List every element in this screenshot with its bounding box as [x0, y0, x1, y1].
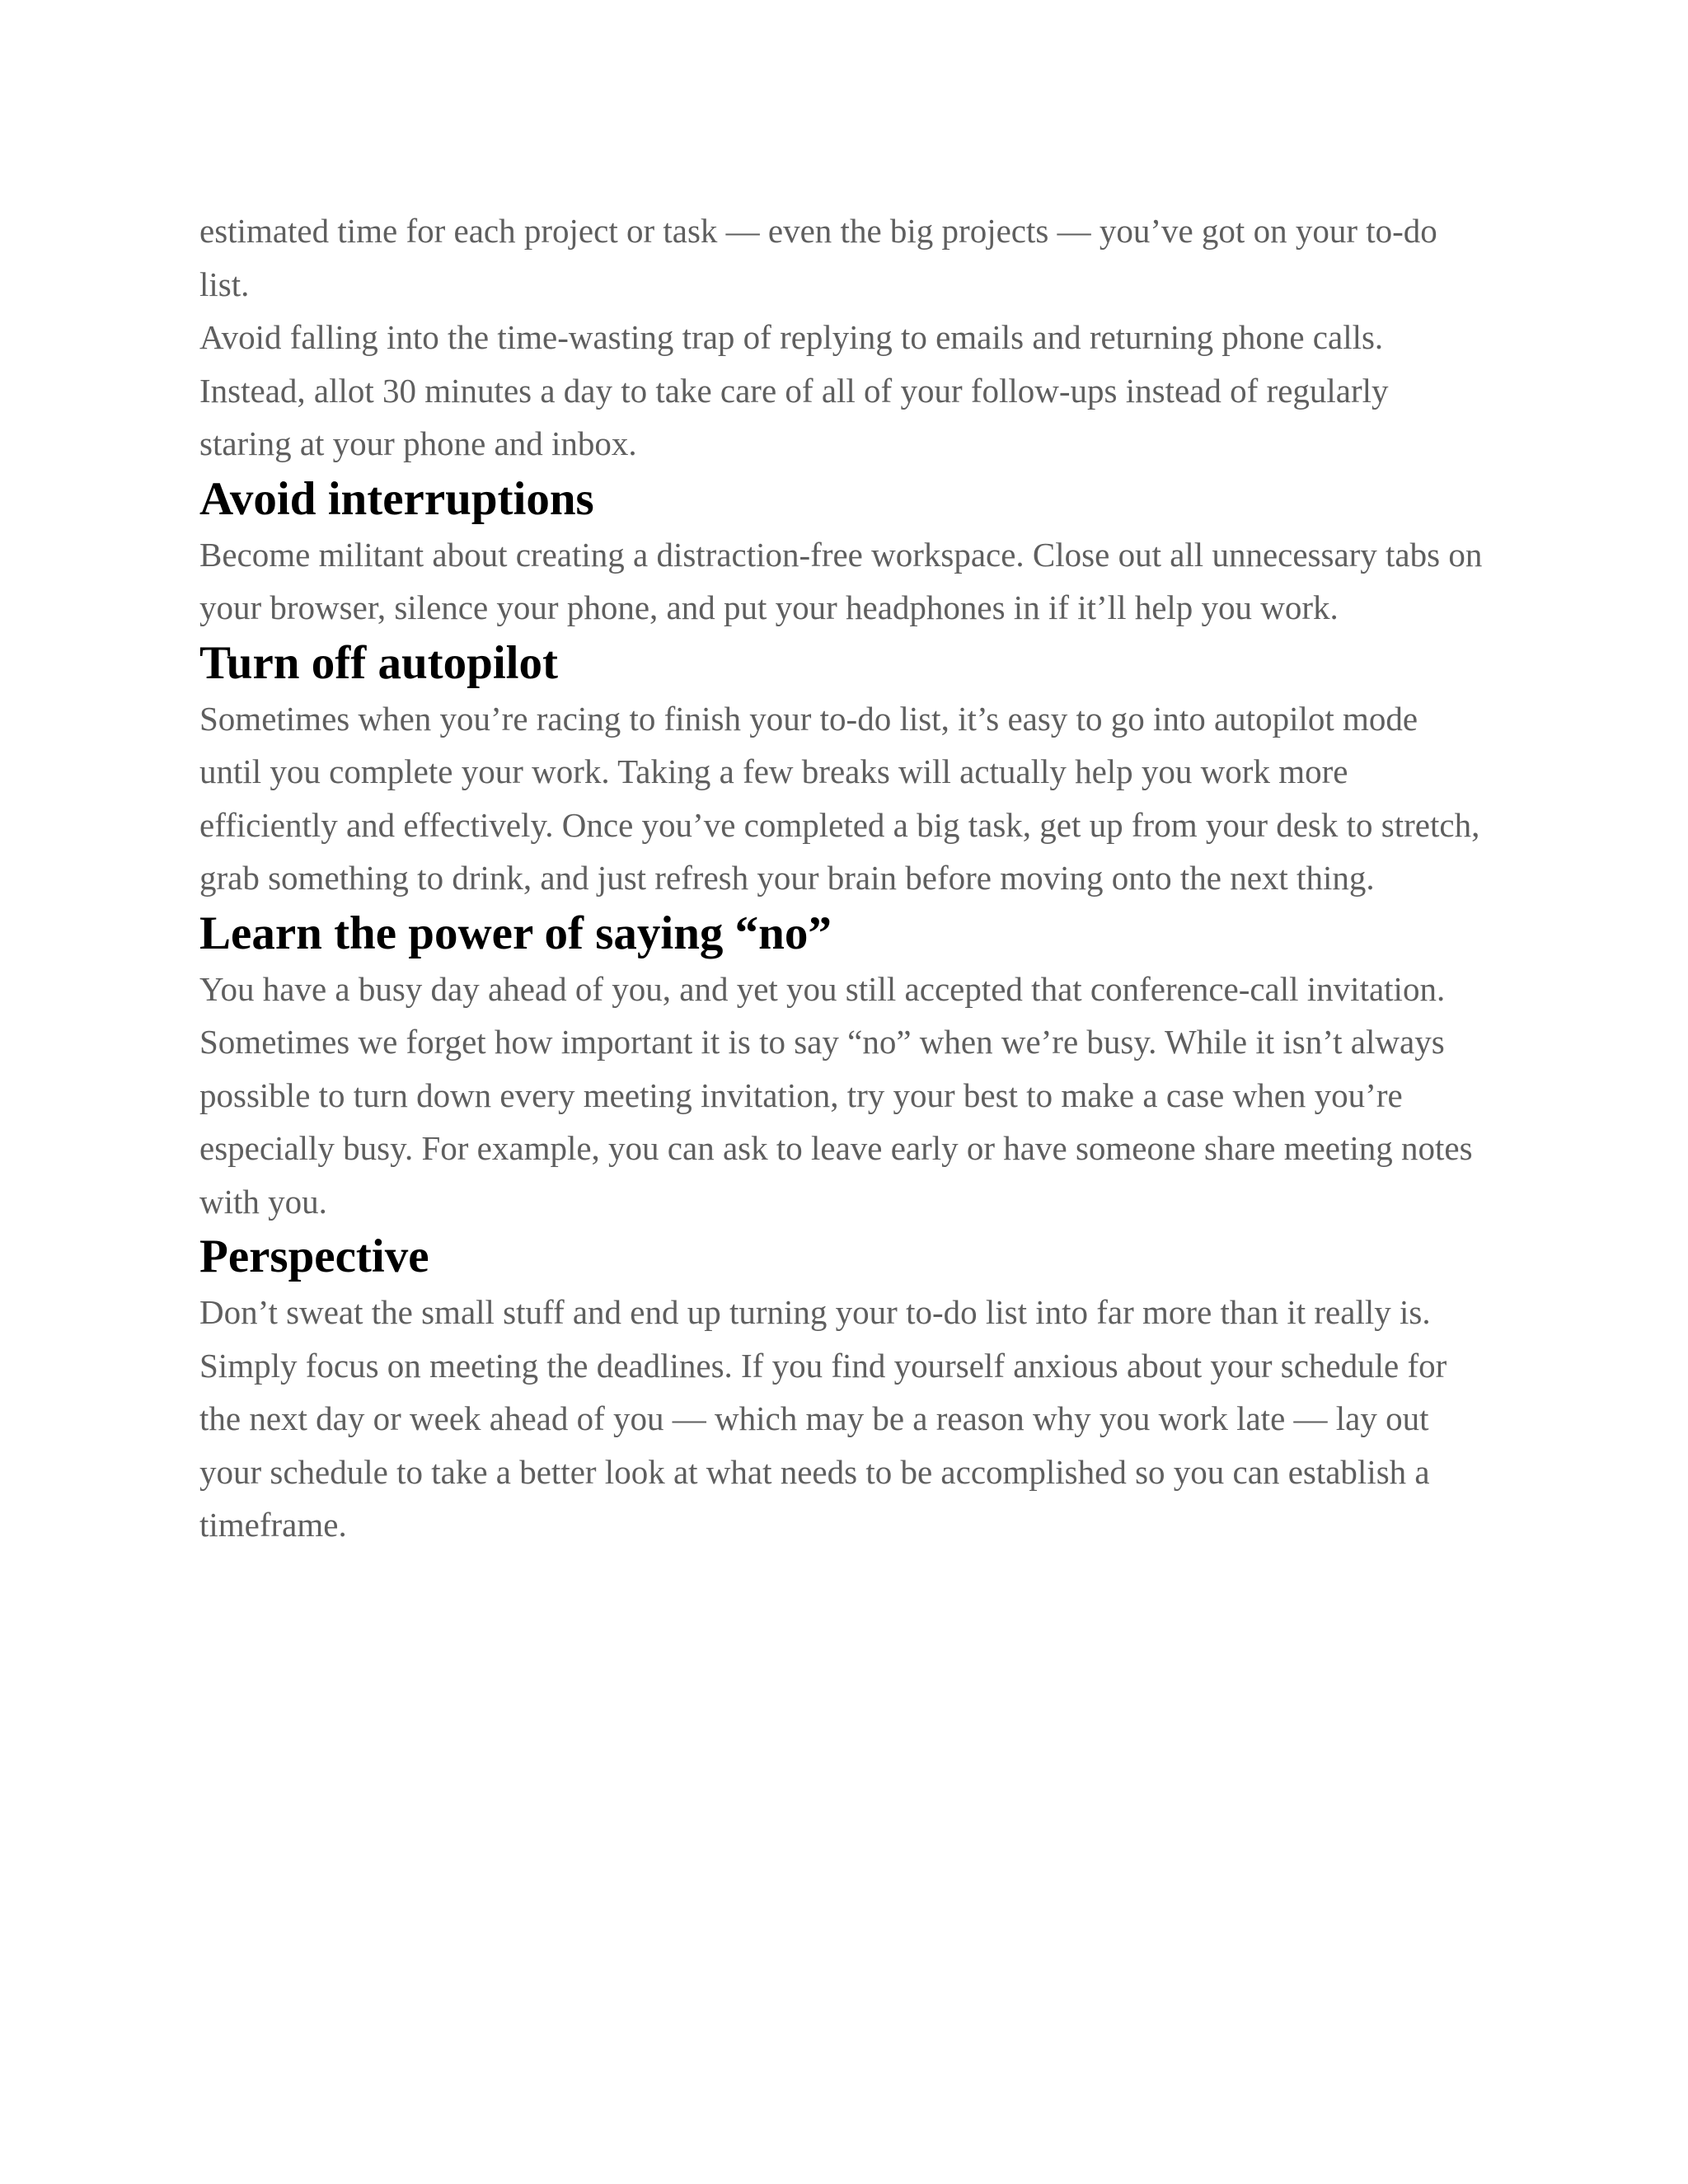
intro-paragraph: estimated time for each project or task — even the big projects — you’ve got on your to-do list. — [199, 212, 1437, 303]
section-heading: Avoid interruptions — [199, 472, 594, 525]
section-heading: Turn off autopilot — [199, 636, 558, 689]
section-body: You have a busy day ahead of you, and yet you still accepted that conference-call invitation. Sometimes we forget how important it is to say “no” when we’re busy. While it isn’t always possible to turn down every meeting invitation, try your best to make a case when you’re especially busy. For example, you can ask to leave early or have someone share meeting notes with you. — [199, 969, 1473, 1221]
intro-paragraph: Avoid falling into the time-wasting trap of replying to emails and returning phone calls. Instead, allot 30 minutes a day to take care of all of your follow-ups instead of regularly staring at your phone and inbox. — [199, 318, 1389, 462]
document-content — [199, 204, 1485, 1552]
section-heading: Learn the power of saying “no” — [199, 907, 832, 959]
section-body: Sometimes when you’re racing to finish your to-do list, it’s easy to go into autopilot mode until you complete your work. Taking a few breaks will actually help you work more efficiently and effectively. Once you’ve completed a big task, get up from your desk to stretch, grab something to drink, and just refresh your brain before moving onto the next thing. — [199, 699, 1480, 897]
section-body: Don’t sweat the small stuff and end up turning your to-do list into far more than it really is. Simply focus on meeting the deadlines. If you find yourself anxious about your schedule for the next day or week ahead of you — which may be a reason why you work late — lay out your schedule to take a better look at what needs to be accomplished so you can establish a timeframe. — [199, 1293, 1447, 1544]
section-body: Become militant about creating a distraction-free workspace. Close out all unnecessary tabs on your browser, silence your phone, and put your headphones in if it’ll help you work. — [199, 535, 1483, 626]
section-heading: Perspective — [199, 1230, 429, 1282]
